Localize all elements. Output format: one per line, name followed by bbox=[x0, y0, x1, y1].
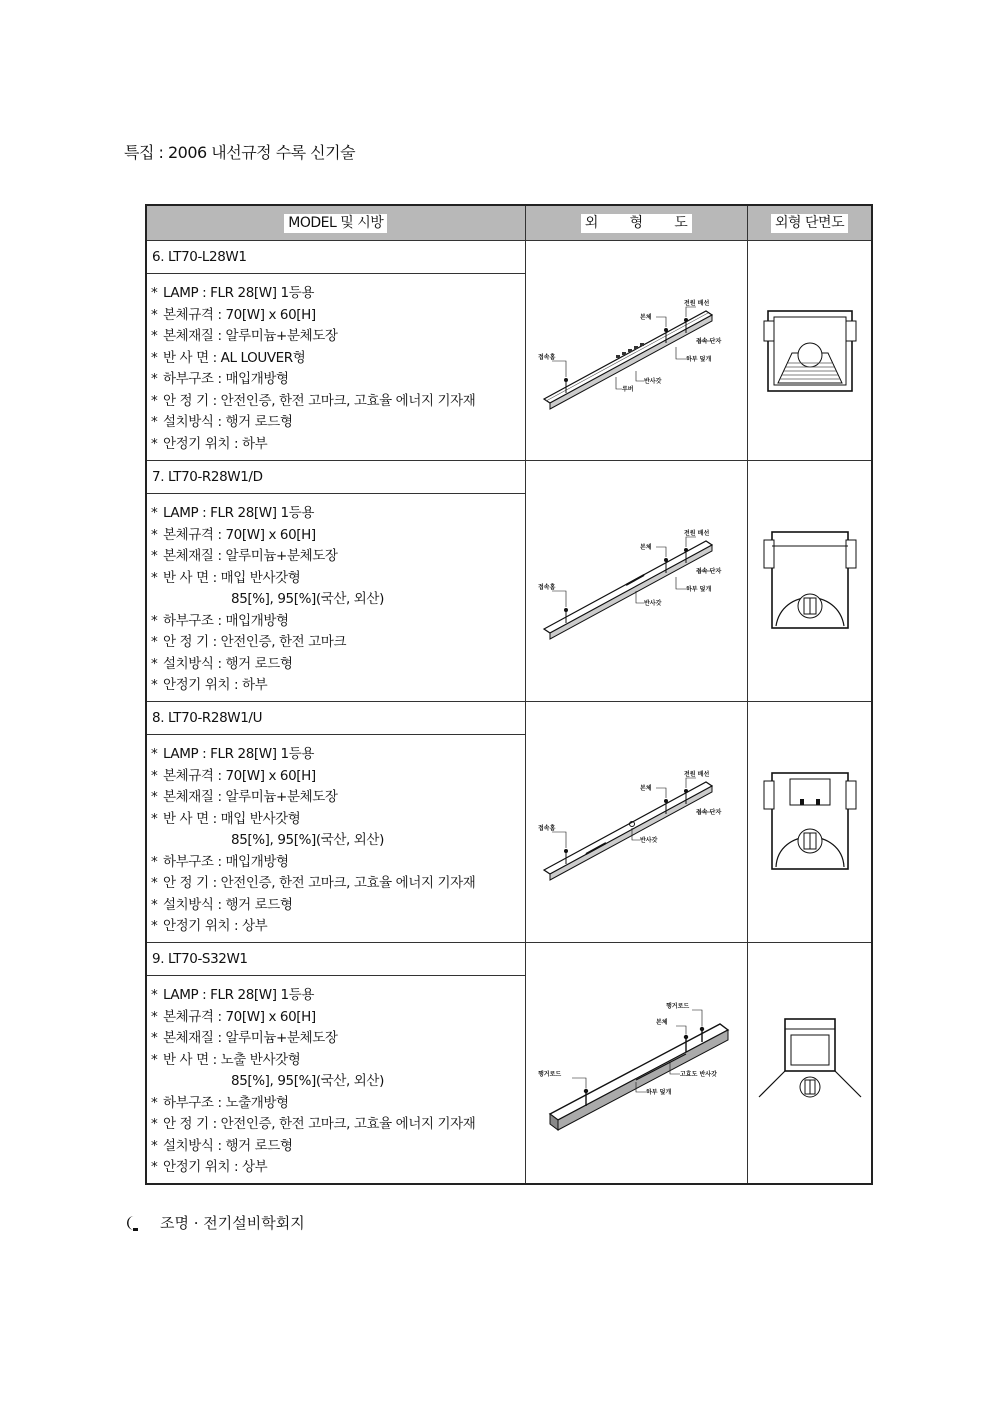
model-spec-cell bbox=[146, 241, 525, 461]
list-item: * 본체규격 : 70[W] x 60[H] bbox=[151, 526, 316, 543]
callout-label: 하부 덮개 bbox=[646, 1088, 672, 1096]
callout-label: 행거로드 bbox=[538, 1070, 562, 1078]
callout-label: 루버 bbox=[622, 385, 634, 393]
table-header-row bbox=[146, 205, 872, 241]
appearance-drawing-cell bbox=[525, 461, 748, 702]
luminaire-perspective-drawing bbox=[536, 752, 736, 892]
callout-label: 본체 bbox=[640, 785, 652, 792]
appearance-drawing-cell bbox=[525, 943, 748, 1184]
callout-label: 전원 배선 bbox=[684, 530, 710, 537]
list-item: * 하부구조 : 매입개방형 bbox=[151, 371, 289, 387]
list-item: * 본체재질 : 알루미늄+분체도장 bbox=[151, 548, 338, 564]
list-item: 85[%], 95[%](국산, 외산) bbox=[231, 832, 384, 848]
list-item: * 본체재질 : 알루미늄+분체도장 bbox=[151, 789, 338, 805]
list-item: * LAMP : FLR 28[W] 1등용 bbox=[151, 987, 314, 1003]
list-item: * 설치방식 : 행거 로드형 bbox=[151, 1137, 293, 1154]
list-item: * 안 정 기 : 안전인증, 한전 고마크, 고효율 에너지 기자재 bbox=[151, 875, 476, 891]
list-item: 85[%], 95[%](국산, 외산) bbox=[231, 591, 384, 607]
spec-list bbox=[147, 976, 525, 1183]
spec-list bbox=[147, 494, 525, 701]
list-item: * 안정기 위치 : 상부 bbox=[151, 1159, 268, 1175]
list-item: * 본체규격 : 70[W] x 60[H] bbox=[151, 1008, 316, 1025]
list-item: * 본체재질 : 알루미늄+분체도장 bbox=[151, 1030, 338, 1046]
callout-label: 본체 bbox=[640, 544, 652, 551]
list-item: * 하부구조 : 노출개방형 bbox=[151, 1094, 289, 1111]
callout-label: 접속홈 bbox=[538, 584, 556, 591]
list-item: * 설치방식 : 행거 로드형 bbox=[151, 414, 293, 430]
list-item: * 하부구조 : 매입개방형 bbox=[151, 853, 289, 870]
cross-section-cell bbox=[748, 461, 872, 702]
model-spec-cell bbox=[146, 702, 525, 943]
cross-section-cell bbox=[748, 943, 872, 1184]
cross-section-cell bbox=[748, 702, 872, 943]
table-row bbox=[146, 943, 872, 1184]
list-item: * 안 정 기 : 안전인증, 한전 고마크 bbox=[151, 634, 347, 650]
callout-label: 접속 단자 bbox=[696, 809, 722, 816]
model-title: 8. LT70-R28W1/U bbox=[147, 702, 525, 735]
model-title: 7. LT70-R28W1/D bbox=[147, 461, 525, 494]
luminaire-spec-table bbox=[145, 204, 873, 1185]
page-footer bbox=[124, 1212, 305, 1233]
list-item: * 반 사 면 : AL LOUVER형 bbox=[151, 349, 306, 366]
callout-label: 반사갓 bbox=[644, 600, 662, 607]
list-item: * 안정기 위치 : 하부 bbox=[151, 435, 268, 452]
list-item: * LAMP : FLR 28[W] 1등용 bbox=[151, 505, 314, 521]
list-item: * 안정기 위치 : 하부 bbox=[151, 677, 268, 693]
list-item: * 반 사 면 : 노출 반사갓형 bbox=[151, 1051, 301, 1068]
luminaire-perspective-drawing bbox=[536, 988, 736, 1138]
callout-label: 전원 배선 bbox=[684, 299, 710, 307]
cross-section-cell bbox=[748, 241, 872, 461]
list-item: 85[%], 95[%](국산, 외산) bbox=[231, 1073, 384, 1089]
list-item: * 설치방식 : 행거 로드형 bbox=[151, 655, 293, 672]
callout-label: 본체 bbox=[640, 313, 652, 321]
page-header-title: 특집 : 2006 내선규정 수록 신기술 bbox=[124, 143, 356, 162]
spec-list bbox=[147, 274, 525, 459]
header-cross-section: 외형 단면도 bbox=[748, 205, 872, 241]
list-item: * 안 정 기 : 안전인증, 한전 고마크, 고효율 에너지 기자재 bbox=[151, 1116, 476, 1132]
callout-label: 반사갓 bbox=[640, 837, 658, 844]
table-row bbox=[146, 702, 872, 943]
table-row bbox=[146, 461, 872, 702]
callout-label: 반사갓 bbox=[644, 377, 662, 385]
cross-section-drawing bbox=[762, 526, 858, 636]
model-title: 9. LT70-S32W1 bbox=[147, 943, 525, 976]
list-item: * 반 사 면 : 매입 반사갓형 bbox=[151, 569, 301, 586]
list-item: * 반 사 면 : 매입 반사갓형 bbox=[151, 810, 301, 827]
list-item: * LAMP : FLR 28[W] 1등용 bbox=[151, 746, 314, 762]
appearance-drawing-cell bbox=[525, 702, 748, 943]
list-item: * 본체규격 : 70[W] x 60[H] bbox=[151, 767, 316, 784]
cross-section-drawing bbox=[762, 767, 858, 877]
callout-label: 접속 단자 bbox=[696, 568, 722, 575]
callout-label: 행거로드 bbox=[666, 1002, 690, 1010]
callout-label: 고효도 반사갓 bbox=[680, 1070, 718, 1078]
callout-label: 접속 단자 bbox=[696, 337, 722, 345]
spec-list bbox=[147, 735, 525, 942]
callout-label: 접속홈 bbox=[538, 353, 556, 361]
model-spec-cell bbox=[146, 943, 525, 1184]
crescent-moon-icon bbox=[124, 1215, 138, 1231]
callout-label: 본체 bbox=[656, 1018, 668, 1026]
model-spec-cell bbox=[146, 461, 525, 702]
appearance-drawing-cell bbox=[525, 241, 748, 461]
list-item: * 안 정 기 : 안전인증, 한전 고마크, 고효율 에너지 기자재 bbox=[151, 392, 476, 409]
header-appearance: 외 형 도 bbox=[525, 205, 748, 241]
callout-label: 접속홈 bbox=[538, 825, 556, 832]
list-item: * 본체재질 : 알루미늄+분체도장 bbox=[151, 328, 338, 344]
callout-label: 하부 덮개 bbox=[686, 355, 712, 363]
cross-section-drawing bbox=[755, 1013, 865, 1113]
list-item: * 설치방식 : 행거 로드형 bbox=[151, 896, 293, 913]
list-item: * 하부구조 : 매입개방형 bbox=[151, 612, 289, 629]
list-item: * 안정기 위치 : 상부 bbox=[151, 918, 268, 934]
header-model-spec: MODEL 및 시방 bbox=[146, 205, 525, 241]
luminaire-perspective-drawing bbox=[536, 511, 736, 651]
journal-name: 조명 · 전기설비학회지 bbox=[160, 1214, 305, 1232]
callout-label: 전원 배선 bbox=[684, 771, 710, 778]
list-item: * LAMP : FLR 28[W] 1등용 bbox=[151, 285, 314, 301]
table-row bbox=[146, 241, 872, 461]
list-item: * 본체규격 : 70[W] x 60[H] bbox=[151, 306, 316, 323]
callout-label: 하부 덮개 bbox=[686, 586, 712, 593]
model-title: 6. LT70-L28W1 bbox=[147, 241, 525, 274]
cross-section-drawing bbox=[762, 301, 858, 401]
luminaire-perspective-drawing bbox=[536, 281, 736, 421]
